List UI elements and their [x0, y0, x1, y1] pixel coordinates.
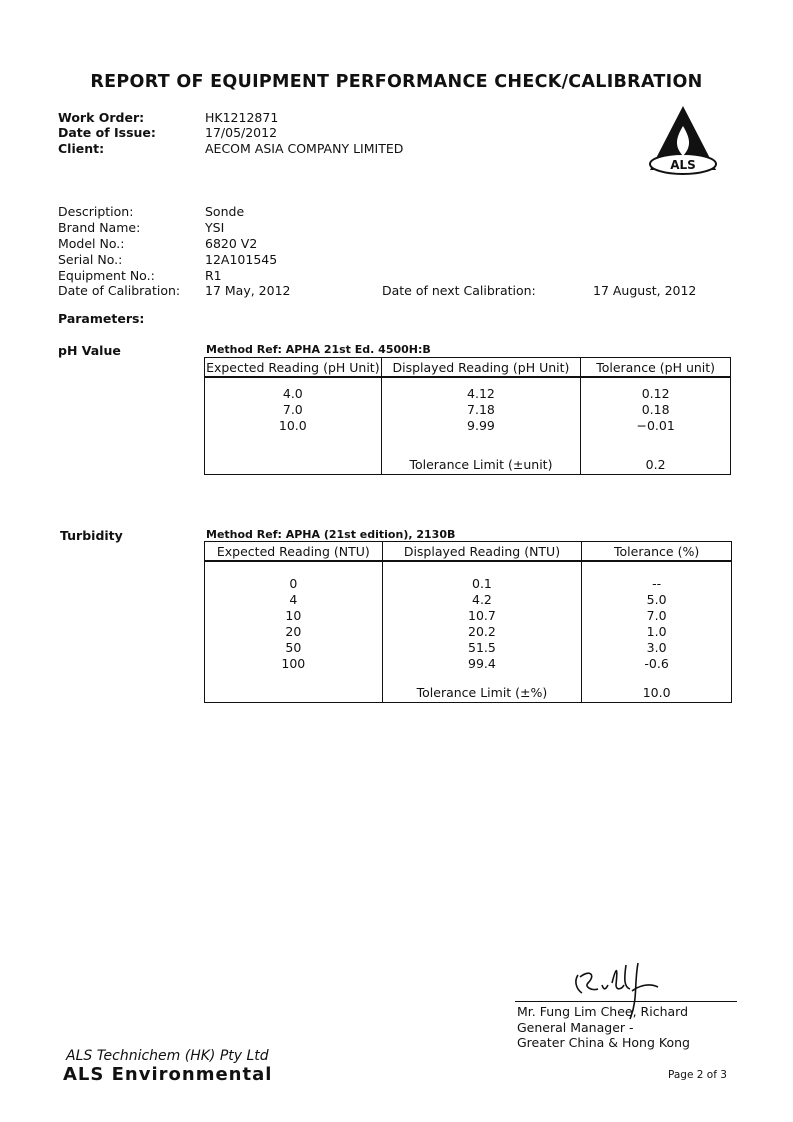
date-of-issue-value: 17/05/2012 [205, 125, 278, 140]
client-value: AECOM ASIA COMPANY LIMITED [205, 141, 404, 156]
date-of-issue-label: Date of Issue: [58, 125, 156, 140]
turbidity-expected-cell [205, 561, 383, 703]
report-title: REPORT OF EQUIPMENT PERFORMANCE CHECK/CALIBRATION [90, 72, 703, 92]
ph-tolerance-value: 0.12 [641, 386, 670, 401]
serial-value: 12A101545 [205, 252, 278, 267]
turbidity-displayed-cell [382, 561, 582, 703]
ph-header-expected: Expected Reading (pH Unit) [205, 358, 382, 378]
turbidity-expected-value: 0 [289, 576, 298, 591]
turbidity-tolerance-limit-label: Tolerance Limit (±%) [416, 685, 548, 700]
ph-header-tolerance: Tolerance (pH unit) [581, 358, 731, 378]
turbidity-expected-value: 4 [289, 592, 298, 607]
ph-tolerance-value: −0.01 [636, 418, 675, 433]
ph-tolerance-limit-value: 0.2 [645, 457, 666, 472]
turbidity-displayed-value: 20.2 [468, 624, 496, 639]
turbidity-expected-value: 50 [285, 640, 302, 655]
work-order-label: Work Order: [58, 110, 145, 125]
turbidity-displayed-value: 10.7 [468, 608, 496, 623]
als-logo [646, 104, 720, 176]
work-order-value: HK1212871 [205, 110, 279, 125]
handwritten-signature [560, 955, 680, 1005]
brand-value: YSI [205, 220, 225, 235]
ph-section-label: pH Value [58, 343, 121, 358]
equipment-no-value: R1 [205, 268, 222, 283]
ph-tolerance-cell [581, 377, 731, 475]
turbidity-displayed-value: 99.4 [468, 656, 496, 671]
page-number: Page 2 of 3 [668, 1069, 727, 1081]
turbidity-tolerance-value: -- [652, 576, 662, 591]
turbidity-displayed-value: 4.2 [472, 592, 492, 607]
ph-displayed-value: 4.12 [467, 386, 495, 401]
logo-text: ALS [670, 158, 696, 172]
turbidity-tolerance-value: 5.0 [646, 592, 667, 607]
ph-expected-cell [205, 377, 382, 475]
turbidity-expected-value: 100 [281, 656, 306, 671]
turbidity-section-label: Turbidity [60, 528, 123, 543]
brand-label: Brand Name: [58, 220, 141, 235]
turbidity-tolerance-value: -0.6 [644, 656, 669, 671]
description-value: Sonde [205, 204, 245, 219]
footer-company: ALS Technichem (HK) Pty Ltd [66, 1048, 269, 1064]
turbidity-expected-value: 10 [285, 608, 302, 623]
ph-table [204, 357, 731, 475]
ph-expected-value: 7.0 [282, 402, 303, 417]
ph-method-ref: Method Ref: APHA 21st Ed. 4500H:B [206, 343, 431, 356]
signature-line [515, 1001, 737, 1002]
signatory-title: General Manager - [517, 1020, 634, 1035]
next-calibration-value: 17 August, 2012 [593, 283, 697, 298]
ph-displayed-value: 7.18 [467, 402, 495, 417]
turbidity-header-row [205, 542, 732, 562]
equipment-no-label: Equipment No.: [58, 268, 155, 283]
client-label: Client: [58, 141, 105, 156]
model-label: Model No.: [58, 236, 125, 251]
turbidity-tolerance-limit-value: 10.0 [642, 685, 671, 700]
ph-tolerance-value: 0.18 [641, 402, 670, 417]
turbidity-data-row [205, 561, 732, 703]
turbidity-table [204, 541, 732, 703]
calibration-date-label: Date of Calibration: [58, 283, 181, 298]
serial-label: Serial No.: [58, 252, 123, 267]
turbidity-tolerance-value: 1.0 [646, 624, 667, 639]
turbidity-tolerance-cell [582, 561, 732, 703]
next-calibration-label: Date of next Calibration: [382, 283, 536, 298]
parameters-label: Parameters: [58, 311, 145, 326]
turbidity-method-ref: Method Ref: APHA (21st edition), 2130B [206, 528, 456, 541]
description-label: Description: [58, 204, 134, 219]
turbidity-header-expected: Expected Reading (NTU) [205, 542, 383, 562]
ph-expected-value: 4.0 [282, 386, 303, 401]
ph-data-row [205, 377, 731, 475]
ph-expected-value: 10.0 [278, 418, 307, 433]
turbidity-header-displayed: Displayed Reading (NTU) [382, 542, 582, 562]
ph-displayed-value: 9.99 [467, 418, 495, 433]
turbidity-tolerance-value: 7.0 [646, 608, 667, 623]
turbidity-displayed-value: 0.1 [472, 576, 492, 591]
ph-header-row [205, 358, 731, 378]
ph-tolerance-limit-label: Tolerance Limit (±unit) [409, 457, 553, 472]
turbidity-displayed-value: 51.5 [468, 640, 496, 655]
turbidity-header-tolerance: Tolerance (%) [582, 542, 732, 562]
ph-header-displayed: Displayed Reading (pH Unit) [381, 358, 581, 378]
ph-displayed-cell [381, 377, 581, 475]
turbidity-tolerance-value: 3.0 [646, 640, 667, 655]
signatory-region: Greater China & Hong Kong [517, 1035, 690, 1050]
signatory-name: Mr. Fung Lim Chee, Richard [517, 1004, 689, 1019]
model-value: 6820 V2 [205, 236, 258, 251]
footer-brand: ALS Environmental [63, 1064, 273, 1085]
turbidity-expected-value: 20 [285, 624, 302, 639]
calibration-date-value: 17 May, 2012 [205, 283, 291, 298]
